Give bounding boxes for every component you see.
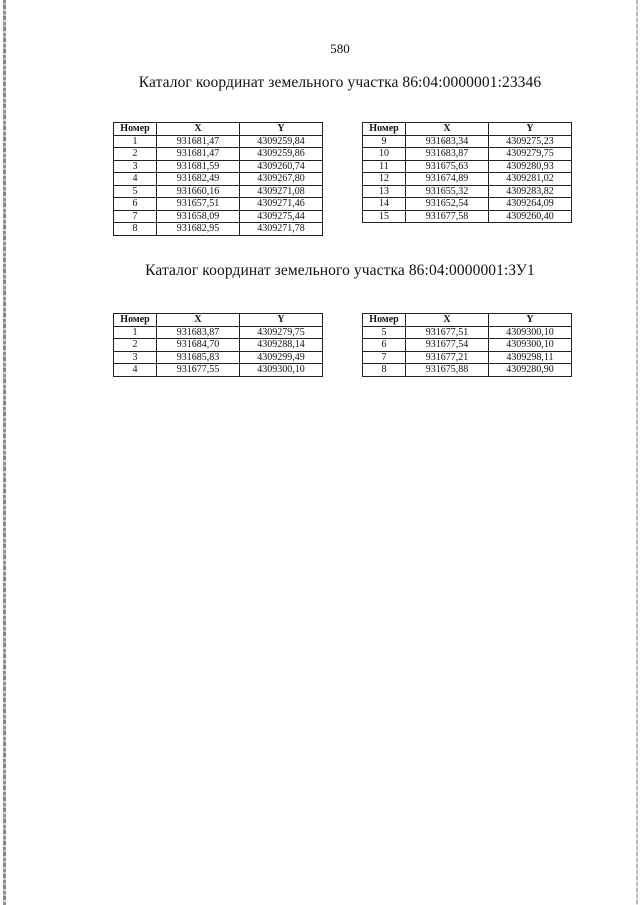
coordinates-table-1 xyxy=(113,122,323,236)
cell-y: 4309267,80 xyxy=(240,173,323,186)
column-header-x: X xyxy=(406,123,489,136)
cell-number: 9 xyxy=(363,135,406,148)
cell-y: 4309259,86 xyxy=(240,148,323,161)
cell-x: 931677,58 xyxy=(406,210,489,223)
table-row xyxy=(114,339,323,352)
cell-x: 931677,21 xyxy=(406,351,489,364)
table-row xyxy=(114,148,323,161)
cell-number: 14 xyxy=(363,198,406,211)
cell-number: 2 xyxy=(114,339,157,352)
cell-x: 931675,63 xyxy=(406,160,489,173)
cell-y: 4309275,23 xyxy=(489,135,572,148)
cell-y: 4309264,09 xyxy=(489,198,572,211)
scan-edge-right xyxy=(636,0,638,905)
cell-number: 4 xyxy=(114,173,157,186)
cell-y: 4309299,49 xyxy=(240,351,323,364)
cell-number: 4 xyxy=(114,364,157,377)
table-header-row xyxy=(363,123,572,136)
cell-y: 4309298,11 xyxy=(489,351,572,364)
cell-number: 5 xyxy=(363,326,406,339)
cell-y: 4309283,82 xyxy=(489,185,572,198)
cell-x: 931682,49 xyxy=(157,173,240,186)
cell-number: 7 xyxy=(363,351,406,364)
coordinates-table-2 xyxy=(362,122,572,223)
cell-y: 4309279,75 xyxy=(489,148,572,161)
cell-number: 3 xyxy=(114,351,157,364)
cell-x: 931683,87 xyxy=(406,148,489,161)
table-row xyxy=(363,160,572,173)
cell-x: 931683,34 xyxy=(406,135,489,148)
cell-x: 931681,59 xyxy=(157,160,240,173)
table-row xyxy=(363,148,572,161)
cell-number: 7 xyxy=(114,210,157,223)
column-header-x: X xyxy=(157,123,240,136)
cell-number: 1 xyxy=(114,135,157,148)
cell-y: 4309260,74 xyxy=(240,160,323,173)
cell-number: 1 xyxy=(114,326,157,339)
cell-y: 4309279,75 xyxy=(240,326,323,339)
column-header-y: Y xyxy=(489,123,572,136)
table-row xyxy=(363,198,572,211)
column-header-number: Номер xyxy=(363,314,406,327)
cell-x: 931674,89 xyxy=(406,173,489,186)
scan-edge-left xyxy=(3,0,6,905)
cell-x: 931677,54 xyxy=(406,339,489,352)
column-header-y: Y xyxy=(489,314,572,327)
table-row xyxy=(114,326,323,339)
cell-y: 4309260,40 xyxy=(489,210,572,223)
table-row xyxy=(114,351,323,364)
cell-number: 6 xyxy=(363,339,406,352)
cell-number: 12 xyxy=(363,173,406,186)
cell-number: 5 xyxy=(114,185,157,198)
catalog-title-2: Каталог координат земельного участка 86:04:0000001:ЗУ1 xyxy=(145,262,535,279)
table-row xyxy=(363,185,572,198)
cell-number: 8 xyxy=(363,364,406,377)
column-header-y: Y xyxy=(240,123,323,136)
cell-x: 931677,55 xyxy=(157,364,240,377)
coordinates-table-3 xyxy=(113,313,323,377)
column-header-x: X xyxy=(406,314,489,327)
table-row xyxy=(114,223,323,236)
cell-x: 931681,47 xyxy=(157,148,240,161)
cell-number: 3 xyxy=(114,160,157,173)
cell-number: 8 xyxy=(114,223,157,236)
page-number: 580 xyxy=(330,41,350,56)
table-row xyxy=(114,185,323,198)
cell-x: 931682,95 xyxy=(157,223,240,236)
cell-y: 4309280,90 xyxy=(489,364,572,377)
cell-x: 931683,87 xyxy=(157,326,240,339)
cell-y: 4309275,44 xyxy=(240,210,323,223)
column-header-number: Номер xyxy=(363,123,406,136)
table-row xyxy=(363,210,572,223)
cell-x: 931675,88 xyxy=(406,364,489,377)
cell-y: 4309259,84 xyxy=(240,135,323,148)
table-row xyxy=(114,364,323,377)
cell-x: 931652,54 xyxy=(406,198,489,211)
column-header-number: Номер xyxy=(114,123,157,136)
cell-y: 4309300,10 xyxy=(489,326,572,339)
column-header-y: Y xyxy=(240,314,323,327)
cell-x: 931677,51 xyxy=(406,326,489,339)
cell-y: 4309271,78 xyxy=(240,223,323,236)
table-row xyxy=(363,135,572,148)
table-row xyxy=(363,173,572,186)
cell-y: 4309288,14 xyxy=(240,339,323,352)
table-row xyxy=(363,339,572,352)
table-row xyxy=(114,173,323,186)
table-row xyxy=(363,326,572,339)
cell-number: 2 xyxy=(114,148,157,161)
column-header-number: Номер xyxy=(114,314,157,327)
table-row xyxy=(114,198,323,211)
table-header-row xyxy=(363,314,572,327)
cell-x: 931681,47 xyxy=(157,135,240,148)
cell-number: 13 xyxy=(363,185,406,198)
catalog-title-1: Каталог координат земельного участка 86:04:0000001:23346 xyxy=(138,74,542,91)
cell-number: 10 xyxy=(363,148,406,161)
cell-x: 931657,51 xyxy=(157,198,240,211)
cell-number: 11 xyxy=(363,160,406,173)
cell-x: 931658,09 xyxy=(157,210,240,223)
table-row xyxy=(363,364,572,377)
cell-x: 931685,83 xyxy=(157,351,240,364)
table-header-row xyxy=(114,123,323,136)
cell-y: 4309300,10 xyxy=(240,364,323,377)
table-row xyxy=(114,210,323,223)
cell-y: 4309281,02 xyxy=(489,173,572,186)
cell-number: 6 xyxy=(114,198,157,211)
table-row xyxy=(363,351,572,364)
cell-y: 4309271,08 xyxy=(240,185,323,198)
cell-number: 15 xyxy=(363,210,406,223)
table-row xyxy=(114,160,323,173)
cell-x: 931660,16 xyxy=(157,185,240,198)
table-header-row xyxy=(114,314,323,327)
cell-y: 4309271,46 xyxy=(240,198,323,211)
column-header-x: X xyxy=(157,314,240,327)
cell-y: 4309280,93 xyxy=(489,160,572,173)
coordinates-table-4 xyxy=(362,313,572,377)
cell-y: 4309300,10 xyxy=(489,339,572,352)
cell-x: 931655,32 xyxy=(406,185,489,198)
table-row xyxy=(114,135,323,148)
cell-x: 931684,70 xyxy=(157,339,240,352)
